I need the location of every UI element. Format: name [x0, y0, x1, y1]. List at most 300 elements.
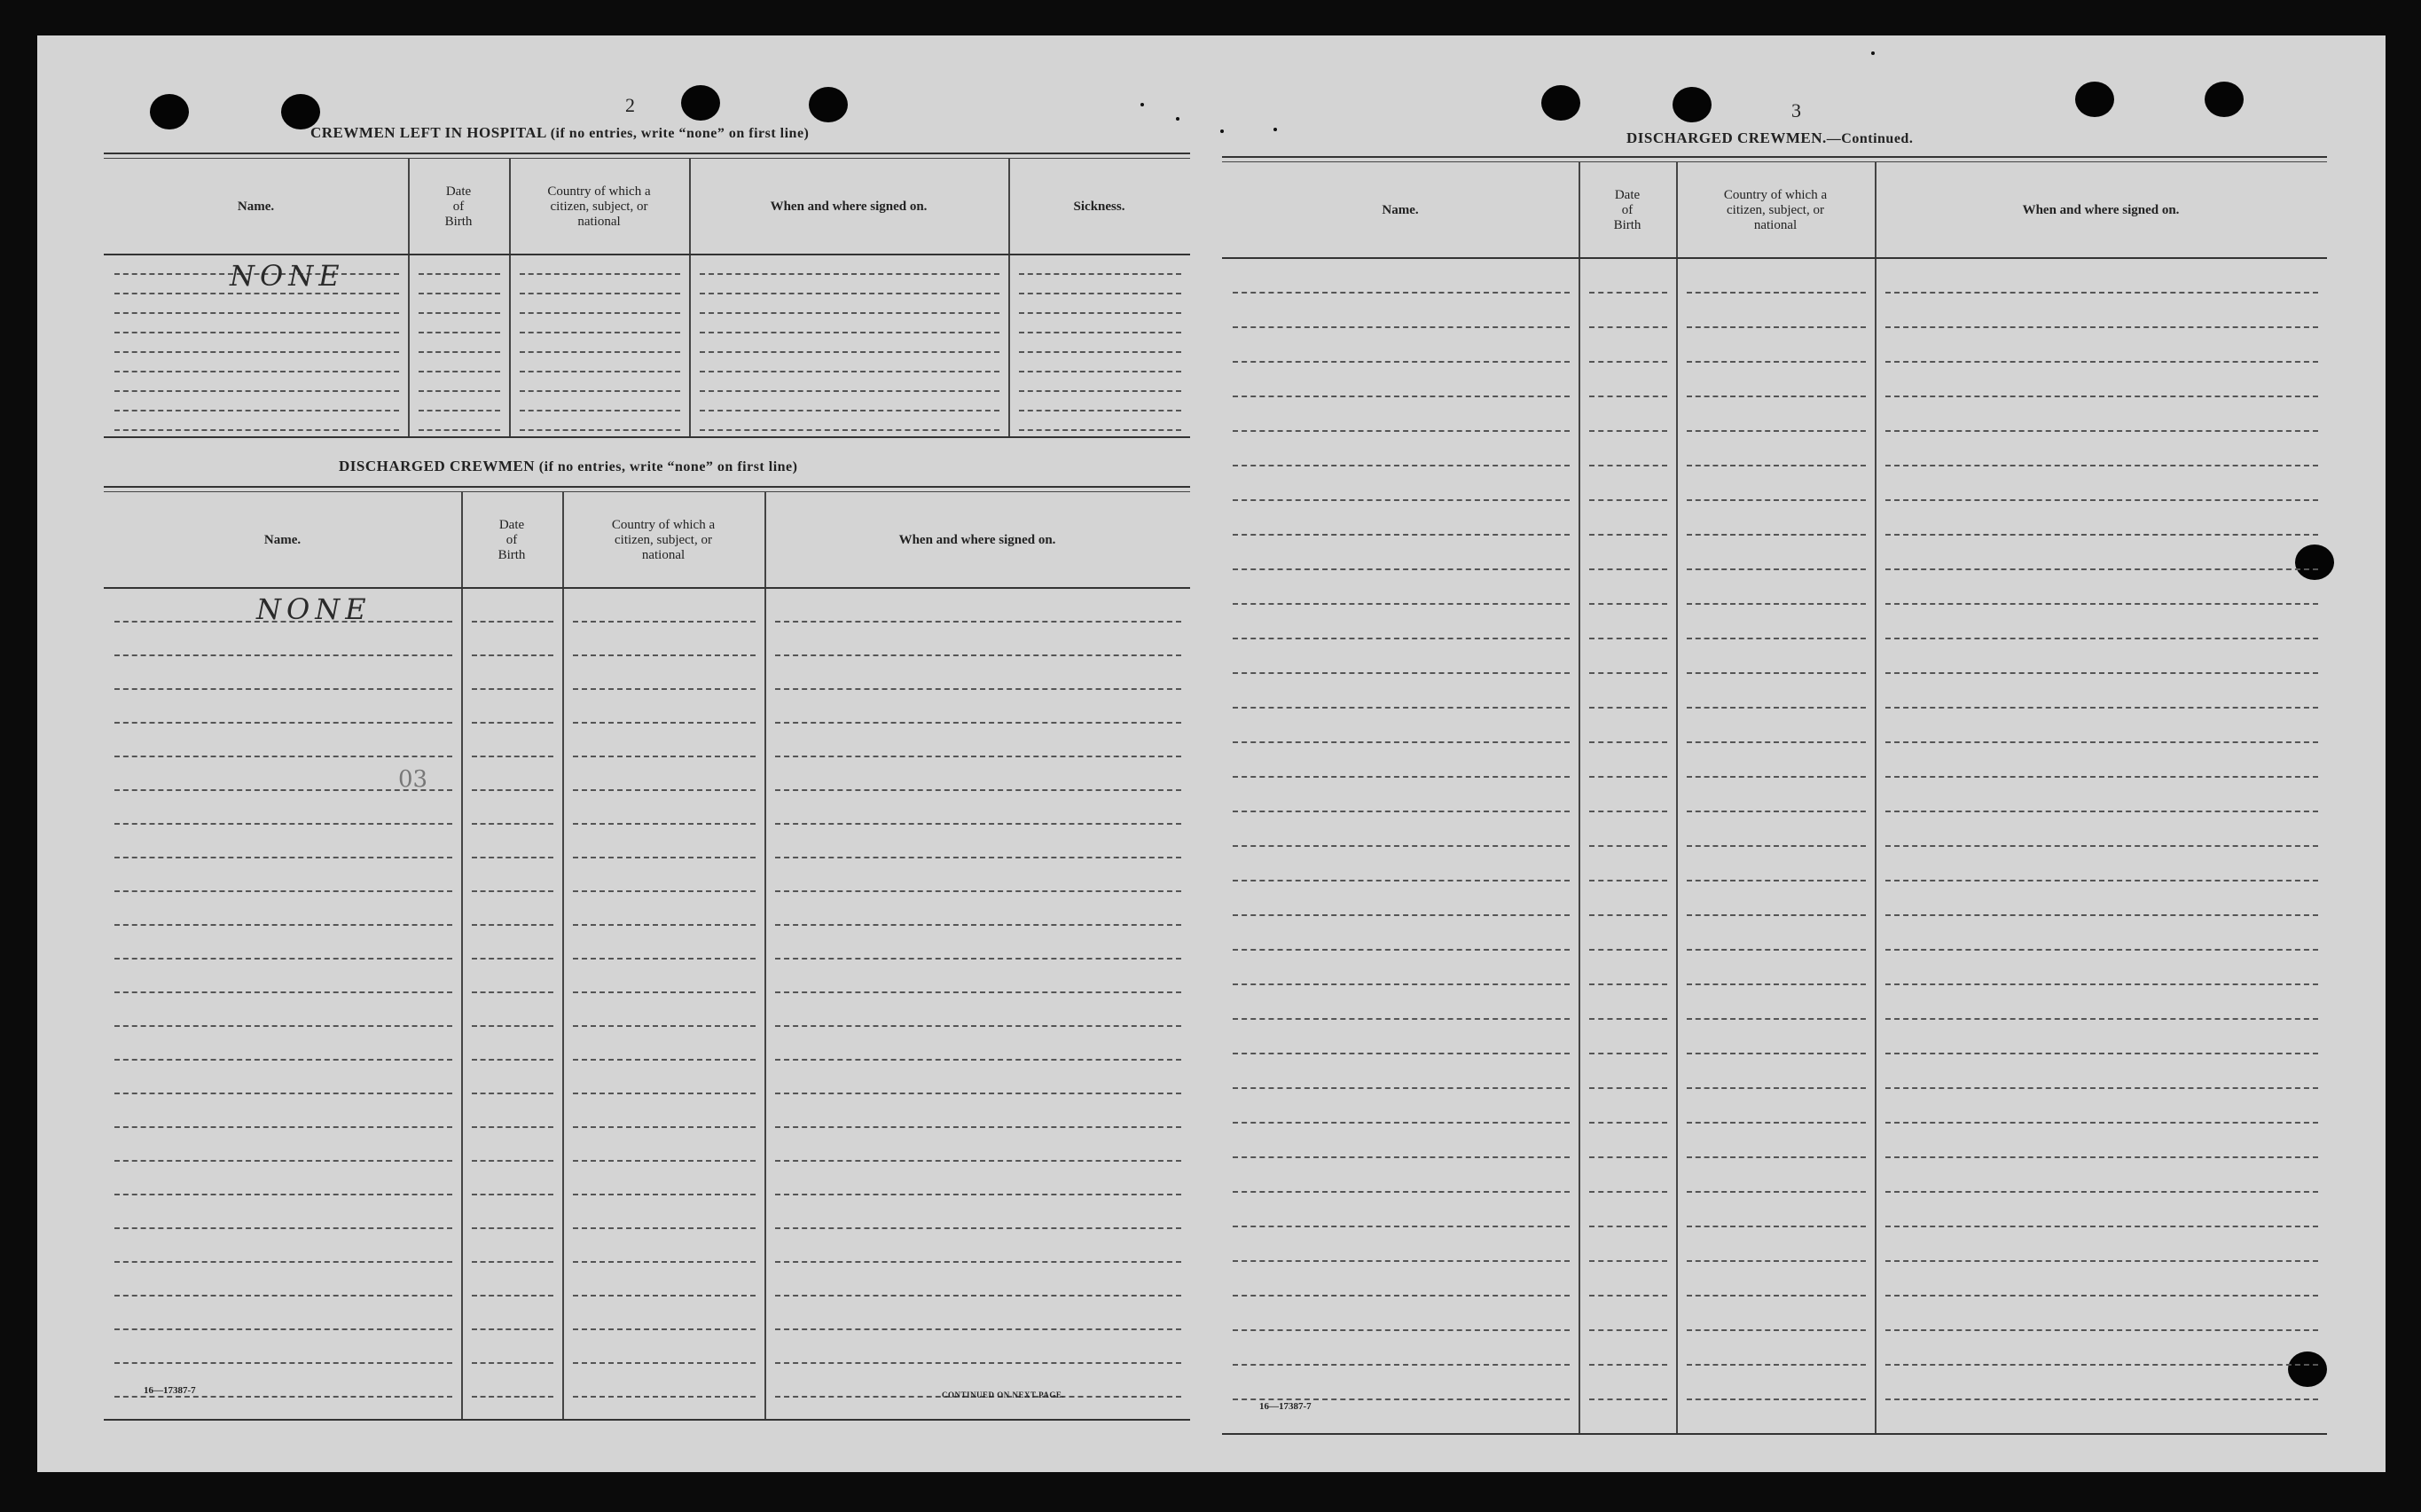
ruled-line [1687, 396, 1866, 397]
ruled-line [1885, 741, 2318, 743]
ruled-line [1687, 534, 1866, 536]
ruled-line [775, 1362, 1181, 1364]
column-header-text: of [452, 199, 465, 214]
ruled-line [1233, 603, 1570, 605]
ruled-line [472, 1396, 553, 1398]
column-header-text: Date [1614, 187, 1641, 202]
ruled-line [520, 273, 680, 275]
ruled-line [1885, 1122, 2318, 1124]
column-header [764, 493, 1190, 587]
ruled-line [1687, 983, 1866, 985]
ruled-line [1233, 292, 1570, 294]
discharged-table [104, 486, 1190, 1440]
ruled-line [1885, 1260, 2318, 1262]
ruled-line [472, 789, 553, 791]
ruled-line [1019, 273, 1181, 275]
ruled-line [1019, 390, 1181, 392]
ruled-line [1885, 499, 2318, 501]
ruled-line [1589, 292, 1667, 294]
column-header-text: Sickness. [1073, 199, 1125, 214]
section-title: DISCHARGED CREWMEN. [1626, 129, 1827, 146]
ruled-line [1687, 1226, 1866, 1227]
ruled-line [775, 890, 1181, 892]
ruled-line [520, 371, 680, 372]
section-heading-hospital [310, 124, 809, 142]
ruled-line [1885, 1398, 2318, 1400]
ruled-line [1233, 1191, 1570, 1193]
column-header-text: Country of which a [611, 517, 716, 532]
table-top-rule [104, 486, 1190, 488]
ruled-line [1233, 707, 1570, 709]
ruled-line [1589, 534, 1667, 536]
ruled-line [114, 332, 399, 333]
ruled-line [1687, 707, 1866, 709]
ruled-line [520, 410, 680, 411]
ruled-line [1589, 776, 1667, 778]
section-title-suffix: —Continued. [1826, 131, 1914, 146]
column-header-text: of [505, 532, 518, 547]
ruled-line [573, 1025, 756, 1027]
ruled-line [114, 371, 399, 372]
ruled-line [1687, 1260, 1866, 1262]
ruled-line [775, 1227, 1181, 1229]
right-page [1217, 35, 2386, 1472]
ruled-line [573, 1362, 756, 1364]
ruled-line [419, 410, 500, 411]
ruled-line [1885, 292, 2318, 294]
ruled-line [1885, 396, 2318, 397]
ruled-line [1687, 1122, 1866, 1124]
header-separator [104, 254, 1190, 255]
ruled-line [775, 1126, 1181, 1128]
ruled-line [114, 756, 452, 757]
ruled-line [472, 958, 553, 960]
ruled-line [775, 924, 1181, 926]
ruled-line [1589, 638, 1667, 639]
ruled-line [472, 890, 553, 892]
ruled-line [419, 429, 500, 431]
column-header [1579, 163, 1676, 257]
ruled-line [1233, 949, 1570, 951]
ruled-line [114, 1328, 452, 1330]
ruled-line [114, 654, 452, 656]
column-header [1676, 163, 1875, 257]
form-code: 16—17387-7 [144, 1385, 196, 1396]
column-header-text: Birth [444, 214, 473, 229]
ruled-line [1233, 1122, 1570, 1124]
ruled-line [1589, 568, 1667, 570]
ruled-line [419, 312, 500, 314]
column-header-text: Date [445, 184, 472, 199]
ruled-line [1687, 568, 1866, 570]
ruled-line [1687, 499, 1866, 501]
ruled-line [775, 958, 1181, 960]
ruled-line [1589, 741, 1667, 743]
form-code: 16—17387-7 [1259, 1401, 1312, 1412]
ruled-line [1687, 672, 1866, 674]
ruled-line [1589, 1226, 1667, 1227]
ruled-line [775, 1160, 1181, 1162]
ruled-line [1885, 430, 2318, 432]
ruled-line [700, 371, 999, 372]
column-header-text: When and where signed on. [898, 532, 1056, 547]
ruled-line [1233, 1018, 1570, 1020]
ruled-line [775, 722, 1181, 724]
ruled-line [1019, 410, 1181, 411]
ruled-line [520, 293, 680, 294]
ruled-line [573, 890, 756, 892]
ruled-line [1233, 534, 1570, 536]
ruled-line [1687, 1053, 1866, 1054]
ruled-line [1885, 949, 2318, 951]
table-bottom-rule [104, 436, 1190, 438]
ruled-line [1019, 351, 1181, 353]
ruled-line [775, 857, 1181, 858]
column-header [104, 493, 461, 587]
ruled-line [573, 1126, 756, 1128]
table-top-rule-inner [1222, 161, 2327, 162]
ruled-line [775, 1295, 1181, 1297]
ruled-line [1885, 638, 2318, 639]
ruled-line [775, 621, 1181, 623]
ruled-line [573, 1059, 756, 1061]
ruled-line [573, 1261, 756, 1263]
ruled-line [1589, 914, 1667, 916]
ruled-line [1589, 1329, 1667, 1331]
ruled-line [1687, 292, 1866, 294]
ruled-line [114, 991, 452, 993]
handwritten-entry: NONE [256, 592, 372, 626]
column-header-text: When and where signed on. [770, 199, 928, 214]
ruled-line [472, 1362, 553, 1364]
ruled-line [114, 351, 399, 353]
ruled-line [1233, 1398, 1570, 1400]
ruled-line [1589, 1295, 1667, 1297]
ruled-line [114, 1025, 452, 1027]
page-number: 3 [1791, 99, 1801, 121]
column-header-text: citizen, subject, or [550, 199, 648, 214]
ruled-line [114, 1126, 452, 1128]
column-header-text: of [1621, 202, 1634, 217]
ruled-line [472, 1295, 553, 1297]
ruled-line [1589, 1053, 1667, 1054]
ruled-line [1589, 326, 1667, 328]
ruled-line [1885, 465, 2318, 466]
ruled-line [1233, 1364, 1570, 1366]
ruled-line [472, 1227, 553, 1229]
ruled-line [1589, 1364, 1667, 1366]
ruled-line [1233, 1156, 1570, 1158]
ruled-line [1233, 776, 1570, 778]
column-header-text: Name. [237, 199, 275, 214]
ruled-line [1687, 1364, 1866, 1366]
ruled-line [1233, 1053, 1570, 1054]
ruled-line [1589, 1122, 1667, 1124]
ruled-line [1885, 1156, 2318, 1158]
ruled-line [775, 1194, 1181, 1195]
ruled-line [1233, 465, 1570, 466]
ruled-line [114, 1261, 452, 1263]
ruled-line [472, 1160, 553, 1162]
ruled-line [573, 621, 756, 623]
ruled-line [114, 924, 452, 926]
ruled-line [1589, 845, 1667, 847]
ruled-line [472, 688, 553, 690]
faint-pencil-mark: 03 [398, 766, 428, 793]
ruled-line [419, 371, 500, 372]
ruled-line [775, 688, 1181, 690]
ruled-line [472, 857, 553, 858]
ruled-line [1233, 880, 1570, 881]
ruled-line [520, 429, 680, 431]
ruled-line [1233, 1260, 1570, 1262]
column-header [461, 493, 562, 587]
ruled-line [1885, 1295, 2318, 1297]
column-header-text: national [577, 214, 621, 229]
ruled-line [472, 1194, 553, 1195]
column-header [562, 493, 764, 587]
ruled-line [419, 390, 500, 392]
ruled-line [1233, 430, 1570, 432]
ruled-line [419, 293, 500, 294]
column-header-text: citizen, subject, or [1727, 202, 1824, 217]
discharged-continued-table [1222, 156, 2327, 1433]
column-header-text: Name. [1382, 202, 1419, 217]
ruled-line [1019, 312, 1181, 314]
ruled-line [520, 312, 680, 314]
ruled-line [1687, 430, 1866, 432]
ruled-line [1589, 880, 1667, 881]
column-header-text: Date [498, 517, 525, 532]
ruled-line [775, 789, 1181, 791]
ruled-line [1589, 1087, 1667, 1089]
column-header [408, 160, 509, 254]
ruled-line [1233, 396, 1570, 397]
ruled-line [1589, 1398, 1667, 1400]
column-header [1875, 163, 2327, 257]
left-page [37, 35, 1199, 1472]
column-divider [1875, 161, 1876, 1433]
ruled-line [114, 1059, 452, 1061]
ruled-line [700, 390, 999, 392]
ruled-line [114, 1160, 452, 1162]
table-top-rule-inner [104, 158, 1190, 159]
ruled-line [1687, 1191, 1866, 1193]
ruled-line [1589, 1260, 1667, 1262]
ruled-line [1019, 332, 1181, 333]
ruled-line [114, 857, 452, 858]
ruled-line [1885, 1364, 2318, 1366]
ruled-line [1233, 1329, 1570, 1331]
ruled-line [1885, 326, 2318, 328]
table-top-rule [104, 153, 1190, 154]
ruled-line [472, 991, 553, 993]
ruled-line [1589, 430, 1667, 432]
ruled-line [1233, 845, 1570, 847]
ruled-line [114, 1093, 452, 1094]
ruled-line [472, 621, 553, 623]
section-title: CREWMEN LEFT IN HOSPITAL [310, 124, 546, 141]
column-divider [461, 491, 463, 1419]
ruled-line [1885, 534, 2318, 536]
hospital-table [104, 153, 1190, 436]
ruled-line [1687, 1329, 1866, 1331]
ruled-line [1885, 1329, 2318, 1331]
ruled-line [114, 890, 452, 892]
ruled-line [114, 1362, 452, 1364]
table-bottom-rule [104, 1419, 1190, 1421]
ruled-line [1589, 983, 1667, 985]
ruled-line [700, 273, 999, 275]
column-header [1222, 163, 1579, 257]
column-header [1008, 160, 1190, 254]
ruled-line [472, 1093, 553, 1094]
ruled-line [1885, 603, 2318, 605]
ruled-line [419, 351, 500, 353]
ruled-line [1687, 638, 1866, 639]
column-header-text: citizen, subject, or [615, 532, 712, 547]
ruled-line [1885, 1053, 2318, 1054]
ruled-line [114, 688, 452, 690]
ruled-line [775, 1261, 1181, 1263]
ruled-line [1233, 568, 1570, 570]
ruled-line [573, 924, 756, 926]
column-divider [1579, 161, 1580, 1433]
ruled-line [1589, 1156, 1667, 1158]
ruled-line [700, 332, 999, 333]
ruled-line [1687, 811, 1866, 812]
ruled-line [1687, 465, 1866, 466]
ruled-line [1885, 845, 2318, 847]
column-header-text: Country of which a [547, 184, 651, 199]
ruled-line [1019, 293, 1181, 294]
header-separator [1222, 257, 2327, 259]
ruled-line [114, 1295, 452, 1297]
section-heading-discharged [339, 458, 797, 475]
ruled-line [1589, 465, 1667, 466]
ruled-line [1687, 1018, 1866, 1020]
column-header-text: Birth [498, 547, 526, 562]
ruled-line [1233, 672, 1570, 674]
ruled-line [1885, 361, 2318, 363]
ruled-line [1233, 1295, 1570, 1297]
ruled-line [1885, 811, 2318, 812]
column-divider [764, 491, 766, 1419]
ruled-line [472, 1025, 553, 1027]
ruled-line [775, 1328, 1181, 1330]
ruled-line [1233, 811, 1570, 812]
ruled-line [700, 293, 999, 294]
table-bottom-rule [1222, 1433, 2327, 1435]
ruled-line [114, 1194, 452, 1195]
column-header-text: Name. [263, 532, 302, 547]
ruled-line [700, 410, 999, 411]
ruled-line [114, 958, 452, 960]
ruled-line [472, 756, 553, 757]
column-header-text: national [1753, 217, 1798, 232]
ruled-line [1885, 1018, 2318, 1020]
column-header [104, 160, 408, 254]
ruled-line [114, 823, 452, 825]
ruled-line [1019, 371, 1181, 372]
ruled-line [1589, 811, 1667, 812]
column-divider [1676, 161, 1678, 1433]
ruled-line [1687, 1156, 1866, 1158]
ruled-line [1885, 1226, 2318, 1227]
ruled-line [1885, 707, 2318, 709]
ruled-line [775, 654, 1181, 656]
column-header-text: Country of which a [1723, 187, 1828, 202]
ruled-line [1687, 914, 1866, 916]
ruled-line [1885, 776, 2318, 778]
ruled-line [1589, 361, 1667, 363]
ruled-line [573, 756, 756, 757]
ruled-line [573, 1295, 756, 1297]
ruled-line [472, 924, 553, 926]
column-header-text: Birth [1613, 217, 1641, 232]
ruled-line [1687, 1398, 1866, 1400]
document-sheet [37, 35, 2386, 1472]
header-separator [104, 587, 1190, 589]
ruled-line [1687, 361, 1866, 363]
ruled-line [1233, 499, 1570, 501]
ruled-line [1589, 499, 1667, 501]
ruled-line [1687, 1087, 1866, 1089]
ruled-line [573, 1093, 756, 1094]
ruled-line [1687, 326, 1866, 328]
ruled-line [472, 823, 553, 825]
ruled-line [419, 273, 500, 275]
ruled-line [520, 390, 680, 392]
ruled-line [1233, 1087, 1570, 1089]
ruled-line [472, 1328, 553, 1330]
ruled-line [114, 722, 452, 724]
ruled-line [1885, 1191, 2318, 1193]
ruled-line [775, 991, 1181, 993]
ruled-line [472, 1261, 553, 1263]
ruled-line [1885, 880, 2318, 881]
page-number: 2 [625, 94, 635, 116]
ruled-line [1233, 326, 1570, 328]
ruled-line [1589, 672, 1667, 674]
ruled-line [1233, 741, 1570, 743]
ruled-line [1233, 983, 1570, 985]
ruled-line [1019, 429, 1181, 431]
ruled-line [472, 1126, 553, 1128]
ruled-line [472, 722, 553, 724]
ruled-line [1589, 603, 1667, 605]
ruled-line [573, 1194, 756, 1195]
ruled-line [573, 958, 756, 960]
ruled-line [472, 654, 553, 656]
ruled-line [1885, 914, 2318, 916]
ruled-line [520, 351, 680, 353]
ruled-line [1589, 707, 1667, 709]
ruled-line [775, 756, 1181, 757]
ruled-line [573, 654, 756, 656]
ruled-line [700, 351, 999, 353]
ruled-line [775, 823, 1181, 825]
ruled-line [114, 1227, 452, 1229]
ruled-line [1233, 914, 1570, 916]
column-header [509, 160, 689, 254]
ruled-line [114, 410, 399, 411]
ruled-line [573, 1328, 756, 1330]
column-header-text: When and where signed on. [2022, 202, 2180, 217]
ruled-line [573, 823, 756, 825]
ruled-line [1589, 1191, 1667, 1193]
handwritten-entry: NONE [230, 259, 345, 293]
